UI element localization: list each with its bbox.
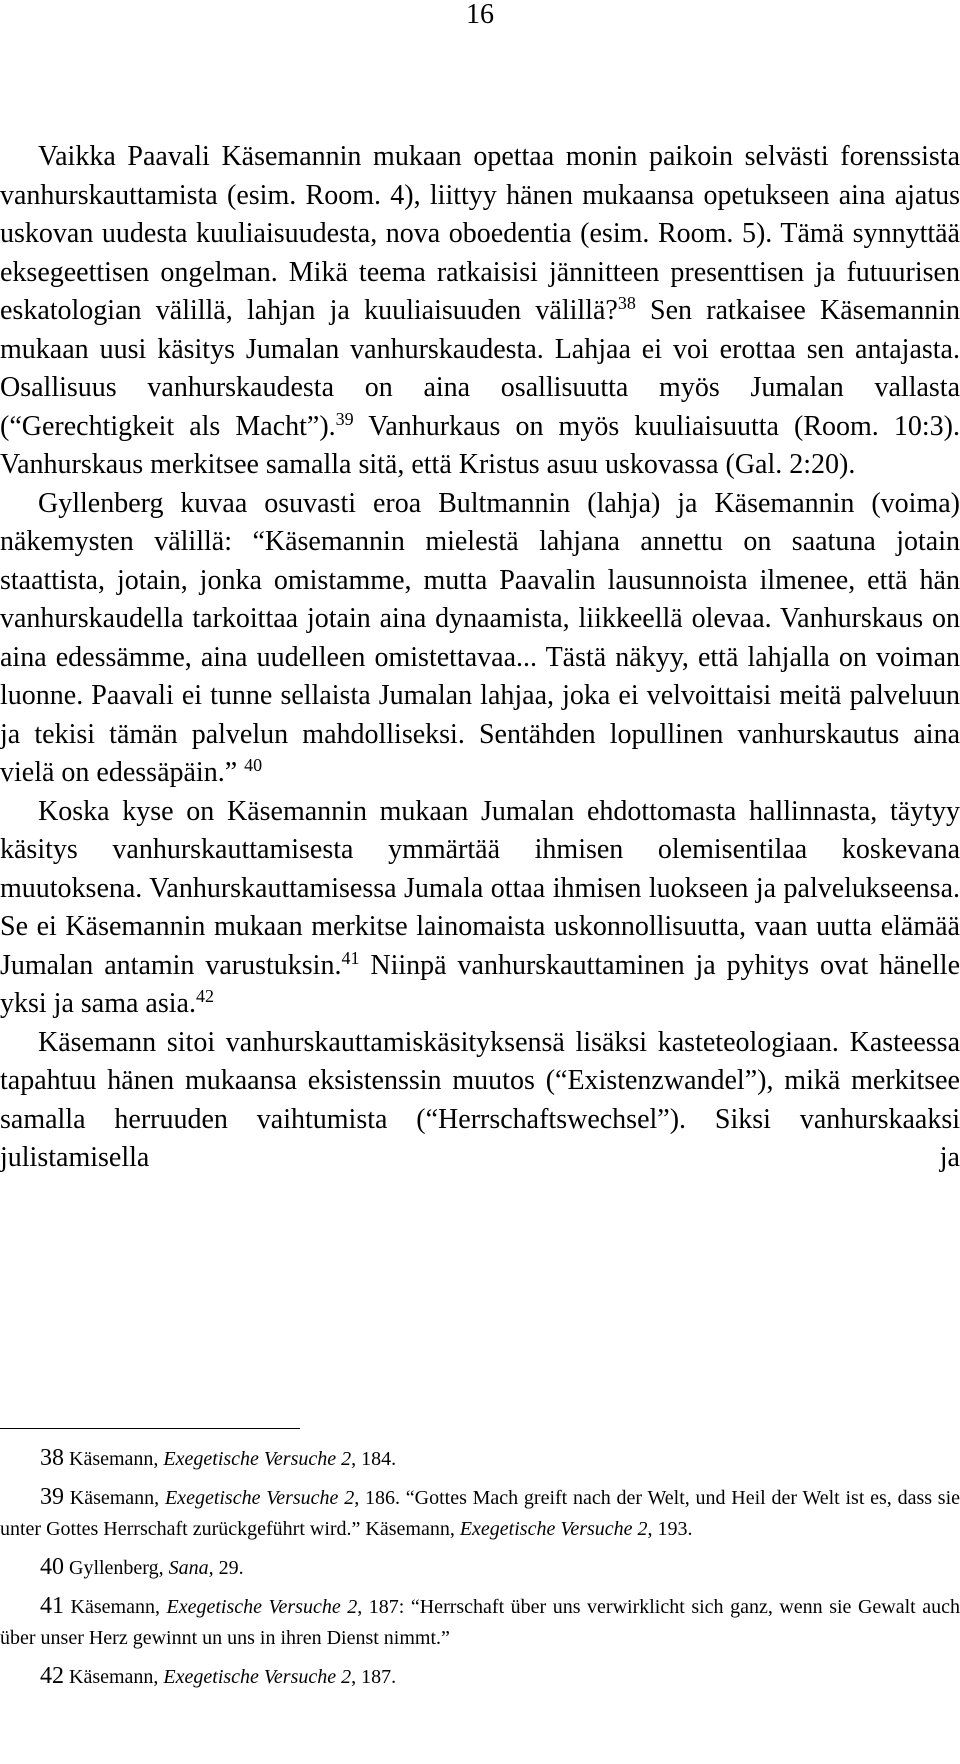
- footnote-number: 39: [40, 1484, 64, 1510]
- paragraph-4: [0, 1024, 960, 1178]
- footnote-number: 41: [40, 1593, 64, 1619]
- footnote-text: Gyllenberg,: [64, 1557, 169, 1579]
- paragraph-text: Käsemann sitoi vanhurskauttamiskäsityksensä lisäksi kasteteologiaan. Kasteessa tapahtuu hänen mukaansa eksistenssin muutos (“Existenzwandel”), mikä merkitsee samalla herruuden vaihtumista (“Herrschaftswechsel”). Siksi vanhurskaaksi julistamisella ja: [0, 1026, 960, 1173]
- footnote-title: Exegetische Versuche 2: [164, 1487, 355, 1509]
- footnote-title: Exegetische Versuche 2: [459, 1518, 648, 1540]
- footnote-39: [0, 1482, 960, 1545]
- footnotes: [0, 1428, 960, 1700]
- paragraph-1: [0, 138, 960, 485]
- footnote-ref[interactable]: 38: [617, 293, 636, 313]
- footnote-number: 42: [40, 1663, 64, 1689]
- footnote-40: [0, 1552, 960, 1584]
- paragraph-2: [0, 485, 960, 793]
- footnote-divider: [0, 1428, 300, 1429]
- paragraph-3: [0, 793, 960, 1024]
- footnote-text: , 193.: [647, 1518, 693, 1540]
- footnote-title: Exegetische Versuche 2: [163, 1448, 352, 1470]
- footnote-ref[interactable]: 40: [244, 755, 263, 775]
- footnote-38: [0, 1443, 960, 1475]
- footnote-text: 29.: [213, 1557, 244, 1579]
- paragraph-text: Sen ratkaisee Käsemannin mukaan uusi käsitys Jumalan vanhurskaudesta. Lahjaa ei voi erottaa sen antajasta. Osallisuus vanhurskaudesta on aina osallisuutta myös Jumalan vallasta (“Gerechtigkeit als Macht”).: [0, 295, 960, 442]
- footnote-text: , 187: “Herrschaft über uns verwirklicht sich ganz, wenn sie Gewalt auch über unser Herz gewinnt un uns in ihren Dienst nimmt.”: [0, 1596, 960, 1649]
- footnote-ref[interactable]: 42: [195, 986, 214, 1006]
- body-text: [0, 138, 960, 1178]
- paragraph-text: Niinpä vanhurskauttaminen ja pyhitys ovat hänelle yksi ja sama asia.: [0, 949, 960, 1019]
- footnote-title: Exegetische Versuche 2: [166, 1596, 358, 1618]
- footnote-text: , 187.: [351, 1666, 397, 1688]
- footnote-number: 38: [40, 1445, 64, 1471]
- footnote-number: 40: [40, 1554, 64, 1580]
- footnote-text: , 184.: [351, 1448, 397, 1470]
- paragraph-text: Vaikka Paavali Käsemannin mukaan opettaa monin paikoin selvästi forenssista vanhurskauttamista (esim. Room. 4), liittyy hänen mukaansa opetukseen aina ajatus uskovan uudesta kuuliaisuudesta, nova oboedentia (esim. Room. 5). Tämä synnyttää eksegeettisen ongelman. Mikä teema ratkaisisi jännitteen presenttisen ja futuurisen eskatologian välillä, lahjan ja kuuliaisuuden välillä?: [0, 141, 960, 326]
- footnote-title: Exegetische Versuche 2: [163, 1666, 352, 1688]
- footnote-text: Käsemann,: [64, 1487, 165, 1509]
- footnote-text: Käsemann,: [64, 1448, 164, 1470]
- footnote-text: Käsemann,: [64, 1596, 167, 1618]
- footnote-text: Käsemann,: [64, 1666, 164, 1688]
- paragraph-text: Koska kyse on Käsemannin mukaan Jumalan ehdottomasta hallinnasta, täytyy käsitys vanhurskauttamisesta ymmärtää ihmisen olemisentilaa koskevana muutoksena. Vanhurskauttamisessa Jumala ottaa ihmisen luokseen ja palvelukseensa. Se ei Käsemannin mukaan merkitse lainomaista uskonnollisuutta, vaan uutta elämää Jumalan antamin varustuksin.: [0, 795, 960, 981]
- paragraph-text: Vanhurkaus on myös kuuliaisuutta (Room. 10:3). Vanhurskaus merkitsee samalla sitä, että Kristus asuu uskovassa (Gal. 2:20).: [0, 410, 960, 480]
- footnote-ref[interactable]: 41: [341, 947, 360, 968]
- paragraph-text: Gyllenberg kuvaa osuvasti eroa Bultmannin (lahja) ja Käsemannin (voima) näkemysten välillä: “Käsemannin mielestä lahjana annettu on saatuna jotain staattista, jotain, jonka omistamme, mutta Paavalin lausunnoista ilmenee, että hän vanhurskaudella tarkoittaa jotain aina dynaamista, liikkeellä olevaa. Vanhurskaus on aina edessämme, aina uudelleen omistettavaa... Tästä näkyy, että lahjalla on voiman luonne. Paavali ei tunne sellaista Jumalan lahjaa, joka ei velvoittaisi meitä palveluun ja tekisi tämän palvelun mahdolliseksi. Sentähden lopullinen vanhurskautus aina vielä on edessäpäin.”: [0, 487, 960, 788]
- footnote-ref[interactable]: 39: [335, 408, 354, 429]
- footnote-42: [0, 1661, 960, 1693]
- footnote-text: , 186. “Gottes Mach greift nach der Welt, und Heil der Welt ist es, dass sie unter Gottes Herrschaft zurückgeführt wird.” Käsemann,: [0, 1487, 960, 1540]
- footnote-41: [0, 1591, 960, 1654]
- page-number: 16: [466, 0, 494, 30]
- footnote-title: Sana,: [168, 1557, 214, 1579]
